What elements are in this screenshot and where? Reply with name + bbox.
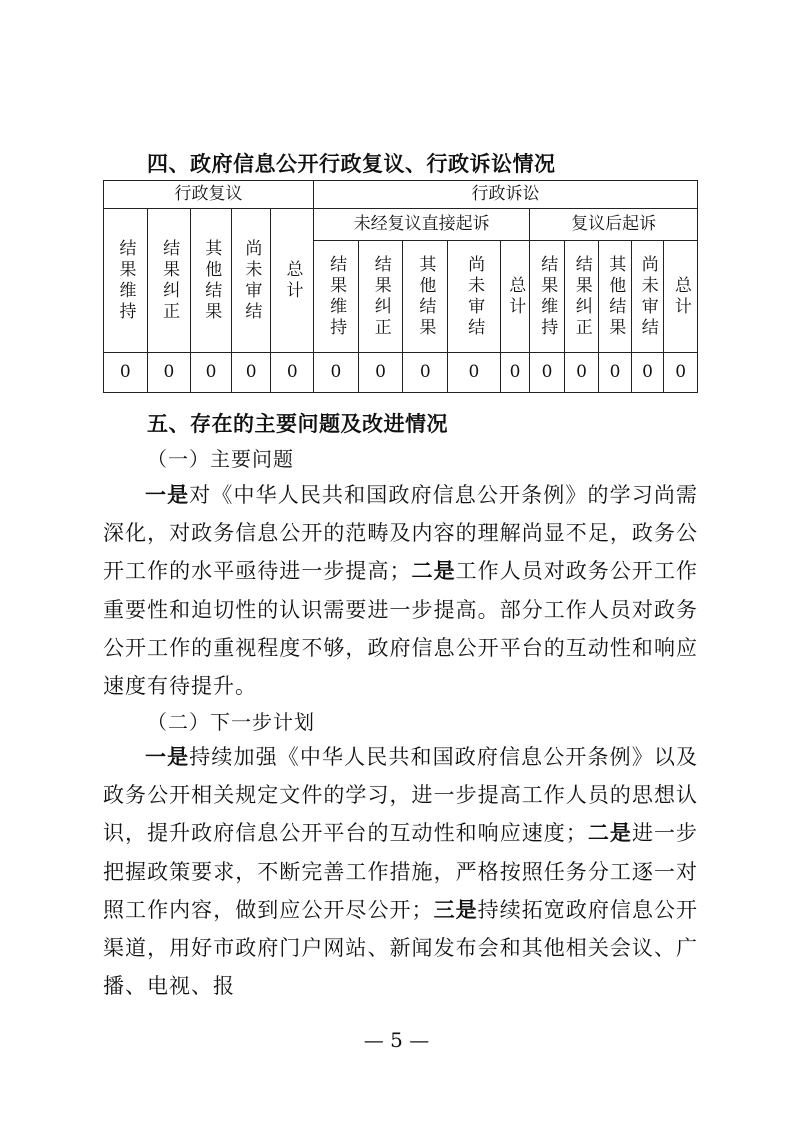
table-cell: 0	[599, 353, 631, 393]
header-admin-litigation: 行政诉讼	[314, 181, 698, 209]
table-cell: 0	[191, 353, 232, 393]
header-after-review-litigation: 复议后起诉	[530, 209, 698, 241]
col-header: 尚未审结	[631, 241, 663, 353]
col-header: 其他结果	[191, 209, 232, 353]
paragraph-text: 工作人员对政务公开工作重要性和迫切性的认识需要进一步提高。部分工作人员对政务公开工作的重视程度不够，政府信息公开平台的互动性和响应速度有待提升。	[103, 559, 699, 699]
lead-two: 二是	[411, 559, 456, 584]
subheading-main-problems: （一）主要问题	[147, 447, 294, 471]
paragraph-text: 对《中华人民共和国政府信息公开条例》的学习尚需深化，对政务信息公开的范畴及内容的理解尚显不足，政务公开工作的水平亟待进一步提高；	[103, 483, 698, 584]
col-header: 尚未审结	[231, 209, 271, 353]
paragraph-problems	[103, 476, 698, 705]
table-cell: 0	[530, 353, 565, 393]
table-cell: 0	[564, 353, 599, 393]
table-cell: 0	[358, 353, 403, 393]
col-header: 总计	[664, 241, 698, 353]
section-4-heading: 四、政府信息公开行政复议、行政诉讼情况	[147, 152, 556, 176]
col-header: 总计	[500, 241, 529, 353]
header-admin-review: 行政复议	[104, 181, 314, 209]
table-cell: 0	[448, 353, 501, 393]
lead-two: 二是	[587, 821, 632, 846]
col-header: 结果纠正	[358, 241, 403, 353]
col-header: 结果纠正	[564, 241, 599, 353]
lead-one: 一是	[145, 483, 190, 507]
subheading-next-steps: （二）下一步计划	[147, 710, 315, 734]
lead-three: 三是	[433, 897, 478, 922]
table-cell: 0	[631, 353, 663, 393]
paragraph-text: 持续拓宽政府信息公开渠道，用好市政府门户网站、新闻发布会和其他相关会议、广播、电视、报	[103, 897, 699, 999]
col-header: 结果维持	[104, 209, 148, 353]
col-header: 结果维持	[314, 241, 359, 353]
table-cell: 0	[147, 353, 191, 393]
col-header: 其他结果	[599, 241, 631, 353]
table-cell: 0	[314, 353, 359, 393]
col-header: 总计	[271, 209, 314, 353]
section-5-heading: 五、存在的主要问题及改进情况	[147, 412, 448, 436]
page-number: — 5 —	[363, 1028, 430, 1052]
table-cell: 0	[271, 353, 314, 393]
col-header: 尚未审结	[448, 241, 501, 353]
table-cell: 0	[104, 353, 148, 393]
table-cell: 0	[403, 353, 448, 393]
review-litigation-table	[103, 180, 698, 393]
table-cell: 0	[500, 353, 529, 393]
paragraph-plan	[103, 738, 698, 1005]
table-cell: 0	[664, 353, 698, 393]
header-direct-litigation: 未经复议直接起诉	[314, 209, 530, 241]
paragraph-text: 持续加强《中华人民共和国政府信息公开条例》以及政务公开相关规定文件的学习，进一步提高工作人员的思想认识，提升政府信息公开平台的互动性和响应速度；	[103, 745, 698, 846]
col-header: 结果纠正	[147, 209, 191, 353]
paragraph-text: 进一步把握政策要求，不断完善工作措施，严格按照任务分工逐一对照工作内容，做到应公开尽公开；	[103, 821, 699, 922]
lead-one: 一是	[145, 745, 190, 769]
col-header: 其他结果	[403, 241, 448, 353]
col-header: 结果维持	[530, 241, 565, 353]
table-cell: 0	[231, 353, 271, 393]
